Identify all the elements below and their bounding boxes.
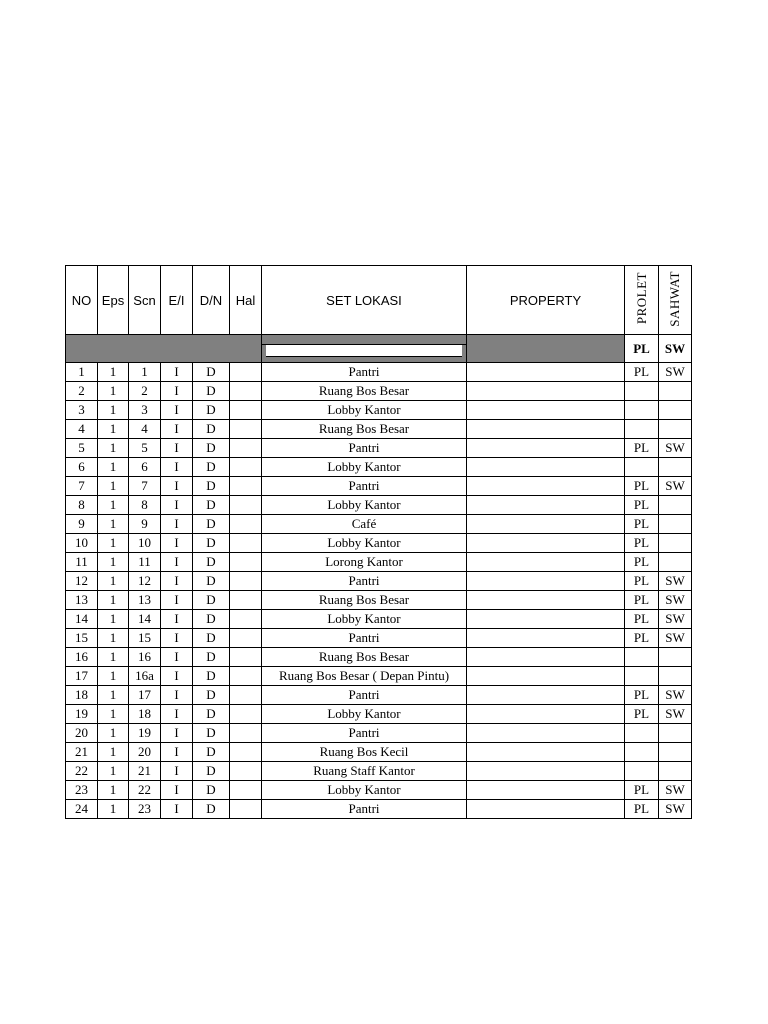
cell-ei: I <box>161 534 193 553</box>
cell-property <box>467 439 625 458</box>
cell-hal <box>230 420 262 439</box>
cell-pl: PL <box>625 781 659 800</box>
cell-sw <box>659 534 692 553</box>
cell-dn: D <box>193 439 230 458</box>
cell-eps: 1 <box>98 572 129 591</box>
cell-sw: SW <box>659 363 692 382</box>
cell-property <box>467 572 625 591</box>
cell-dn: D <box>193 686 230 705</box>
cell-eps: 1 <box>98 781 129 800</box>
cell-eps: 1 <box>98 705 129 724</box>
subheader-pl: PL <box>625 335 659 363</box>
cell-eps: 1 <box>98 363 129 382</box>
cell-scn: 22 <box>129 781 161 800</box>
cell-hal <box>230 553 262 572</box>
cell-dn: D <box>193 401 230 420</box>
cell-pl: PL <box>625 515 659 534</box>
cell-dn: D <box>193 591 230 610</box>
cell-scn: 23 <box>129 800 161 819</box>
cell-property <box>467 667 625 686</box>
cell-dn: D <box>193 496 230 515</box>
cell-sw <box>659 648 692 667</box>
table-row <box>66 496 692 515</box>
breakdown-table <box>65 265 692 819</box>
cell-dn: D <box>193 743 230 762</box>
cell-dn: D <box>193 724 230 743</box>
cell-property <box>467 686 625 705</box>
cell-dn: D <box>193 648 230 667</box>
cell-hal <box>230 610 262 629</box>
cell-set-lokasi: Lobby Kantor <box>262 534 467 553</box>
cell-scn: 19 <box>129 724 161 743</box>
cell-hal <box>230 743 262 762</box>
cell-set-lokasi: Lobby Kantor <box>262 401 467 420</box>
cell-sw <box>659 496 692 515</box>
cell-pl <box>625 724 659 743</box>
cell-no: 2 <box>66 382 98 401</box>
table-row <box>66 781 692 800</box>
cell-ei: I <box>161 629 193 648</box>
cell-ei: I <box>161 610 193 629</box>
table-row <box>66 762 692 781</box>
cell-sw <box>659 382 692 401</box>
cell-dn: D <box>193 667 230 686</box>
cell-scn: 5 <box>129 439 161 458</box>
cell-set-lokasi: Pantri <box>262 724 467 743</box>
cell-set-lokasi: Ruang Bos Besar <box>262 420 467 439</box>
table-row <box>66 800 692 819</box>
cell-pl <box>625 420 659 439</box>
cell-pl: PL <box>625 705 659 724</box>
cell-dn: D <box>193 705 230 724</box>
cell-hal <box>230 591 262 610</box>
cell-no: 9 <box>66 515 98 534</box>
cell-scn: 17 <box>129 686 161 705</box>
cell-pl: PL <box>625 629 659 648</box>
cell-scn: 14 <box>129 610 161 629</box>
cell-no: 12 <box>66 572 98 591</box>
cell-ei: I <box>161 743 193 762</box>
cell-eps: 1 <box>98 800 129 819</box>
cell-set-lokasi: Ruang Bos Besar ( Depan Pintu) <box>262 667 467 686</box>
subheader-set-block <box>262 335 467 363</box>
cell-property <box>467 629 625 648</box>
cell-property <box>467 800 625 819</box>
cell-set-lokasi: Lobby Kantor <box>262 705 467 724</box>
cell-set-lokasi: Ruang Bos Besar <box>262 382 467 401</box>
cell-property <box>467 477 625 496</box>
cell-ei: I <box>161 591 193 610</box>
table-row <box>66 648 692 667</box>
cell-property <box>467 648 625 667</box>
cell-sw: SW <box>659 477 692 496</box>
cell-sw: SW <box>659 686 692 705</box>
table-row <box>66 743 692 762</box>
cell-sw: SW <box>659 629 692 648</box>
cell-ei: I <box>161 515 193 534</box>
header-prolet-label: PROLET <box>633 272 649 325</box>
cell-ei: I <box>161 648 193 667</box>
cell-hal <box>230 800 262 819</box>
table-row <box>66 439 692 458</box>
cell-no: 16 <box>66 648 98 667</box>
cell-no: 23 <box>66 781 98 800</box>
cell-ei: I <box>161 553 193 572</box>
cell-property <box>467 610 625 629</box>
cell-pl: PL <box>625 363 659 382</box>
cell-dn: D <box>193 515 230 534</box>
cell-no: 13 <box>66 591 98 610</box>
cell-sw <box>659 458 692 477</box>
cell-pl: PL <box>625 534 659 553</box>
cell-pl <box>625 401 659 420</box>
cell-set-lokasi: Pantri <box>262 439 467 458</box>
cell-hal <box>230 629 262 648</box>
cell-no: 15 <box>66 629 98 648</box>
header-hal: Hal <box>230 266 262 335</box>
cell-eps: 1 <box>98 477 129 496</box>
cell-property <box>467 496 625 515</box>
cell-scn: 15 <box>129 629 161 648</box>
cell-dn: D <box>193 363 230 382</box>
table-row <box>66 705 692 724</box>
cell-sw <box>659 724 692 743</box>
cell-no: 3 <box>66 401 98 420</box>
cell-no: 8 <box>66 496 98 515</box>
cell-set-lokasi: Lobby Kantor <box>262 458 467 477</box>
cell-set-lokasi: Pantri <box>262 629 467 648</box>
cell-ei: I <box>161 401 193 420</box>
cell-ei: I <box>161 724 193 743</box>
cell-sw: SW <box>659 800 692 819</box>
cell-no: 4 <box>66 420 98 439</box>
cell-pl: PL <box>625 610 659 629</box>
cell-ei: I <box>161 458 193 477</box>
cell-scn: 16a <box>129 667 161 686</box>
cell-pl: PL <box>625 686 659 705</box>
cell-property <box>467 534 625 553</box>
cell-dn: D <box>193 629 230 648</box>
cell-dn: D <box>193 762 230 781</box>
cell-ei: I <box>161 439 193 458</box>
cell-eps: 1 <box>98 648 129 667</box>
cell-property <box>467 420 625 439</box>
cell-no: 20 <box>66 724 98 743</box>
cell-hal <box>230 477 262 496</box>
table-row <box>66 610 692 629</box>
cell-no: 1 <box>66 363 98 382</box>
table-row <box>66 477 692 496</box>
cell-sw <box>659 515 692 534</box>
cell-no: 5 <box>66 439 98 458</box>
table-body <box>66 363 692 819</box>
cell-no: 21 <box>66 743 98 762</box>
cell-ei: I <box>161 705 193 724</box>
cell-dn: D <box>193 781 230 800</box>
cell-sw <box>659 401 692 420</box>
cell-set-lokasi: Pantri <box>262 363 467 382</box>
cell-pl <box>625 762 659 781</box>
table-row <box>66 629 692 648</box>
cell-scn: 4 <box>129 420 161 439</box>
cell-set-lokasi: Ruang Staff Kantor <box>262 762 467 781</box>
table-row <box>66 724 692 743</box>
table-row <box>66 534 692 553</box>
cell-pl: PL <box>625 477 659 496</box>
cell-set-lokasi: Pantri <box>262 686 467 705</box>
cell-property <box>467 762 625 781</box>
cell-eps: 1 <box>98 610 129 629</box>
cell-pl <box>625 648 659 667</box>
cell-set-lokasi: Pantri <box>262 572 467 591</box>
cell-property <box>467 363 625 382</box>
cell-scn: 10 <box>129 534 161 553</box>
header-ei: E/I <box>161 266 193 335</box>
table-row <box>66 572 692 591</box>
cell-hal <box>230 363 262 382</box>
table-row <box>66 667 692 686</box>
cell-no: 10 <box>66 534 98 553</box>
subheader-property-block <box>467 335 625 363</box>
cell-hal <box>230 515 262 534</box>
cell-scn: 9 <box>129 515 161 534</box>
cell-scn: 2 <box>129 382 161 401</box>
cell-sw: SW <box>659 591 692 610</box>
cell-set-lokasi: Ruang Bos Kecil <box>262 743 467 762</box>
cell-hal <box>230 762 262 781</box>
cell-property <box>467 724 625 743</box>
cell-sw: SW <box>659 439 692 458</box>
cell-property <box>467 705 625 724</box>
cell-property <box>467 553 625 572</box>
cell-set-lokasi: Ruang Bos Besar <box>262 648 467 667</box>
cell-set-lokasi: Lobby Kantor <box>262 496 467 515</box>
cell-ei: I <box>161 496 193 515</box>
table-row <box>66 515 692 534</box>
cell-ei: I <box>161 781 193 800</box>
cell-set-lokasi: Lobby Kantor <box>262 610 467 629</box>
cell-pl: PL <box>625 439 659 458</box>
cell-eps: 1 <box>98 382 129 401</box>
cell-hal <box>230 648 262 667</box>
cell-hal <box>230 439 262 458</box>
cell-ei: I <box>161 382 193 401</box>
cell-set-lokasi: Lobby Kantor <box>262 781 467 800</box>
cell-pl: PL <box>625 496 659 515</box>
cell-eps: 1 <box>98 743 129 762</box>
cell-eps: 1 <box>98 629 129 648</box>
table-row <box>66 458 692 477</box>
cell-ei: I <box>161 762 193 781</box>
cell-ei: I <box>161 667 193 686</box>
cell-ei: I <box>161 686 193 705</box>
cell-dn: D <box>193 800 230 819</box>
cell-sw <box>659 743 692 762</box>
header-sahwat-label: SAHWAT <box>667 270 682 327</box>
cell-dn: D <box>193 458 230 477</box>
header-no: NO <box>66 266 98 335</box>
cell-ei: I <box>161 477 193 496</box>
cell-property <box>467 401 625 420</box>
cell-ei: I <box>161 572 193 591</box>
cell-no: 6 <box>66 458 98 477</box>
cell-hal <box>230 686 262 705</box>
cell-set-lokasi: Lorong Kantor <box>262 553 467 572</box>
cell-property <box>467 781 625 800</box>
table-row <box>66 420 692 439</box>
header-scn: Scn <box>129 266 161 335</box>
table-row <box>66 591 692 610</box>
cell-pl <box>625 667 659 686</box>
cell-hal <box>230 781 262 800</box>
cell-sw: SW <box>659 781 692 800</box>
header-dn: D/N <box>193 266 230 335</box>
cell-ei: I <box>161 420 193 439</box>
cell-set-lokasi: Ruang Bos Besar <box>262 591 467 610</box>
cell-eps: 1 <box>98 724 129 743</box>
cell-pl: PL <box>625 572 659 591</box>
cell-eps: 1 <box>98 496 129 515</box>
cell-sw <box>659 667 692 686</box>
cell-ei: I <box>161 363 193 382</box>
cell-property <box>467 382 625 401</box>
cell-scn: 11 <box>129 553 161 572</box>
cell-scn: 13 <box>129 591 161 610</box>
cell-pl: PL <box>625 591 659 610</box>
cell-property <box>467 458 625 477</box>
cell-scn: 12 <box>129 572 161 591</box>
cell-no: 11 <box>66 553 98 572</box>
cell-eps: 1 <box>98 401 129 420</box>
table-row <box>66 363 692 382</box>
cell-eps: 1 <box>98 420 129 439</box>
cell-property <box>467 515 625 534</box>
cell-dn: D <box>193 534 230 553</box>
cell-pl: PL <box>625 800 659 819</box>
cell-dn: D <box>193 610 230 629</box>
header-sahwat <box>659 266 692 335</box>
cell-scn: 20 <box>129 743 161 762</box>
cell-no: 18 <box>66 686 98 705</box>
cell-no: 14 <box>66 610 98 629</box>
cell-no: 17 <box>66 667 98 686</box>
cell-hal <box>230 724 262 743</box>
cell-dn: D <box>193 477 230 496</box>
cell-eps: 1 <box>98 686 129 705</box>
header-eps: Eps <box>98 266 129 335</box>
header-row <box>66 266 692 335</box>
cell-no: 19 <box>66 705 98 724</box>
header-set-lokasi: SET LOKASI <box>262 266 467 335</box>
cell-property <box>467 591 625 610</box>
cell-eps: 1 <box>98 667 129 686</box>
cell-dn: D <box>193 420 230 439</box>
cell-eps: 1 <box>98 762 129 781</box>
cell-sw <box>659 762 692 781</box>
cell-ei: I <box>161 800 193 819</box>
subheader-sw: SW <box>659 335 692 363</box>
cell-set-lokasi: Café <box>262 515 467 534</box>
cell-hal <box>230 705 262 724</box>
table-row <box>66 382 692 401</box>
cell-set-lokasi: Pantri <box>262 800 467 819</box>
cell-set-lokasi: Pantri <box>262 477 467 496</box>
cell-scn: 7 <box>129 477 161 496</box>
cell-sw: SW <box>659 610 692 629</box>
subheader-gray-block <box>66 335 262 363</box>
cell-property <box>467 743 625 762</box>
cell-pl: PL <box>625 553 659 572</box>
cell-eps: 1 <box>98 553 129 572</box>
cell-sw: SW <box>659 705 692 724</box>
cell-no: 24 <box>66 800 98 819</box>
cell-scn: 16 <box>129 648 161 667</box>
cell-eps: 1 <box>98 458 129 477</box>
subheader-row <box>66 335 692 363</box>
cell-dn: D <box>193 553 230 572</box>
cell-hal <box>230 572 262 591</box>
cell-scn: 1 <box>129 363 161 382</box>
cell-scn: 3 <box>129 401 161 420</box>
cell-eps: 1 <box>98 591 129 610</box>
table-row <box>66 686 692 705</box>
header-property: PROPERTY <box>467 266 625 335</box>
cell-scn: 6 <box>129 458 161 477</box>
cell-pl <box>625 382 659 401</box>
cell-pl <box>625 743 659 762</box>
cell-dn: D <box>193 382 230 401</box>
cell-eps: 1 <box>98 534 129 553</box>
table-row <box>66 401 692 420</box>
cell-no: 22 <box>66 762 98 781</box>
cell-hal <box>230 382 262 401</box>
cell-eps: 1 <box>98 515 129 534</box>
cell-scn: 21 <box>129 762 161 781</box>
cell-scn: 8 <box>129 496 161 515</box>
cell-hal <box>230 496 262 515</box>
table-row <box>66 553 692 572</box>
cell-sw: SW <box>659 572 692 591</box>
cell-no: 7 <box>66 477 98 496</box>
header-prolet <box>625 266 659 335</box>
cell-pl <box>625 458 659 477</box>
cell-eps: 1 <box>98 439 129 458</box>
cell-scn: 18 <box>129 705 161 724</box>
cell-hal <box>230 534 262 553</box>
cell-dn: D <box>193 572 230 591</box>
cell-sw <box>659 420 692 439</box>
cell-hal <box>230 458 262 477</box>
cell-hal <box>230 667 262 686</box>
cell-sw <box>659 553 692 572</box>
cell-hal <box>230 401 262 420</box>
